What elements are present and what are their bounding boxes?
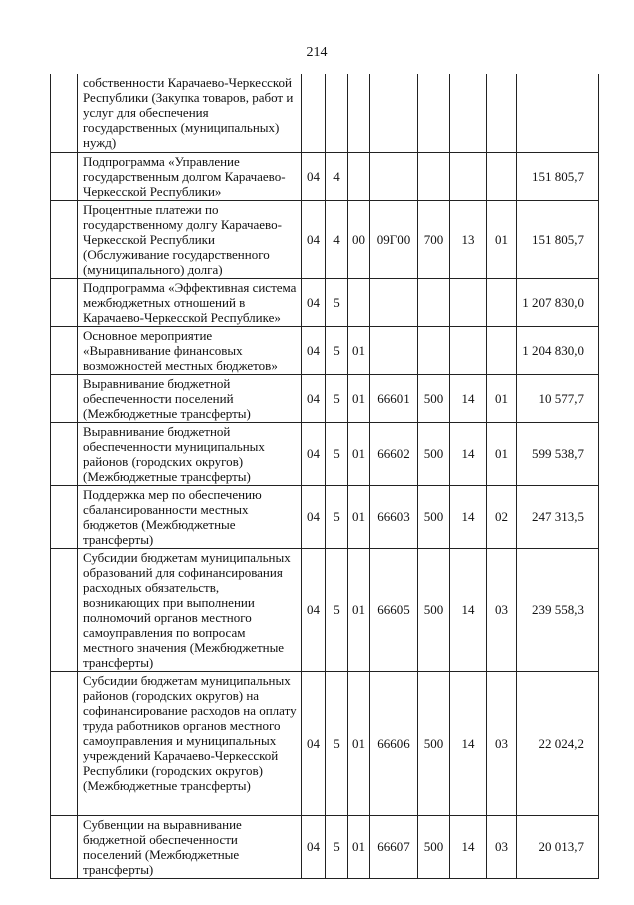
direction-code-cell [370,152,418,200]
table-row [51,671,599,815]
row-blank-cell [51,422,78,485]
row-blank-cell [51,548,78,671]
subsection-cell [487,74,517,152]
main-activity-code-cell: 01 [348,671,370,815]
subprogram-code-cell: 5 [326,671,348,815]
subsection-cell: 03 [487,671,517,815]
row-blank-cell [51,374,78,422]
subsection-cell: 01 [487,422,517,485]
subsection-cell: 01 [487,200,517,278]
expense-type-cell: 500 [418,548,450,671]
row-blank-cell [51,74,78,152]
subprogram-code-cell: 5 [326,326,348,374]
expense-type-cell: 500 [418,374,450,422]
amount-cell: 151 805,7 [517,152,599,200]
table-row [51,278,599,326]
row-blank-cell [51,200,78,278]
expense-type-cell [418,74,450,152]
table-body [51,74,599,878]
amount-cell: 151 805,7 [517,200,599,278]
amount-cell: 1 207 830,0 [517,278,599,326]
row-name-cell: Поддержка мер по обеспечению сбалансированности местных бюджетов (Межбюджетные трансферты) [78,485,302,548]
table-row [51,326,599,374]
program-code-cell: 04 [302,548,326,671]
direction-code-cell: 09Г00 [370,200,418,278]
program-code-cell [302,74,326,152]
row-blank-cell [51,326,78,374]
expense-type-cell: 500 [418,422,450,485]
main-activity-code-cell: 01 [348,422,370,485]
amount-cell: 1 204 830,0 [517,326,599,374]
amount-cell: 247 313,5 [517,485,599,548]
program-code-cell: 04 [302,200,326,278]
subsection-cell: 03 [487,548,517,671]
section-cell [450,278,487,326]
row-name-cell: Основное мероприятие «Выравнивание финансовых возможностей местных бюджетов» [78,326,302,374]
program-code-cell: 04 [302,485,326,548]
direction-code-cell: 66603 [370,485,418,548]
table-row [51,422,599,485]
section-cell: 14 [450,374,487,422]
direction-code-cell: 66607 [370,815,418,878]
expense-type-cell: 500 [418,671,450,815]
subprogram-code-cell: 5 [326,374,348,422]
budget-table [50,74,599,879]
subprogram-code-cell: 5 [326,548,348,671]
table-row [51,74,599,152]
expense-type-cell: 700 [418,200,450,278]
row-name-cell: Подпрограмма «Эффективная система межбюджетных отношений в Карачаево-Черкесской Республике» [78,278,302,326]
section-cell: 14 [450,422,487,485]
row-name-cell: Субвенции на выравнивание бюджетной обеспеченности поселений (Межбюджетные трансферты) [78,815,302,878]
subsection-cell [487,326,517,374]
section-cell: 14 [450,485,487,548]
main-activity-code-cell: 01 [348,548,370,671]
direction-code-cell [370,74,418,152]
direction-code-cell [370,278,418,326]
main-activity-code-cell: 00 [348,200,370,278]
subprogram-code-cell [326,74,348,152]
main-activity-code-cell: 01 [348,485,370,548]
subprogram-code-cell: 5 [326,485,348,548]
row-name-cell: Выравнивание бюджетной обеспеченности поселений (Межбюджетные трансферты) [78,374,302,422]
subprogram-code-cell: 5 [326,278,348,326]
subprogram-code-cell: 5 [326,815,348,878]
expense-type-cell [418,326,450,374]
row-blank-cell [51,671,78,815]
amount-cell [517,74,599,152]
direction-code-cell [370,326,418,374]
table-row [51,200,599,278]
expense-type-cell [418,152,450,200]
direction-code-cell: 66601 [370,374,418,422]
direction-code-cell: 66602 [370,422,418,485]
program-code-cell: 04 [302,815,326,878]
main-activity-code-cell: 01 [348,374,370,422]
table-row [51,152,599,200]
subsection-cell: 02 [487,485,517,548]
row-blank-cell [51,485,78,548]
program-code-cell: 04 [302,422,326,485]
section-cell: 13 [450,200,487,278]
row-name-cell: собственности Карачаево-Черкесской Республики (Закупка товаров, работ и услуг для обеспечения государственных (муниципальных) нужд) [78,74,302,152]
subsection-cell [487,278,517,326]
subprogram-code-cell: 4 [326,200,348,278]
row-blank-cell [51,278,78,326]
program-code-cell: 04 [302,374,326,422]
row-name-cell: Выравнивание бюджетной обеспеченности муниципальных районов (городских округов) (Межбюджетные трансферты) [78,422,302,485]
expense-type-cell: 500 [418,485,450,548]
program-code-cell: 04 [302,326,326,374]
row-name-cell: Подпрограмма «Управление государственным долгом Карачаево-Черкесской Республики» [78,152,302,200]
amount-cell: 22 024,2 [517,671,599,815]
table-row [51,374,599,422]
table-row [51,548,599,671]
section-cell [450,326,487,374]
main-activity-code-cell [348,278,370,326]
section-cell [450,74,487,152]
amount-cell: 599 538,7 [517,422,599,485]
row-name-cell: Процентные платежи по государственному долгу Карачаево-Черкесской Республики (Обслуживание государственного (муниципального) долга) [78,200,302,278]
main-activity-code-cell: 01 [348,815,370,878]
subsection-cell [487,152,517,200]
main-activity-code-cell [348,152,370,200]
amount-cell: 10 577,7 [517,374,599,422]
table-row [51,815,599,878]
section-cell [450,152,487,200]
table-row [51,485,599,548]
amount-cell: 239 558,3 [517,548,599,671]
section-cell: 14 [450,815,487,878]
program-code-cell: 04 [302,278,326,326]
program-code-cell: 04 [302,152,326,200]
row-name-cell: Субсидии бюджетам муниципальных районов (городских округов) на софинансирование расходов на оплату труда работников органов местного самоуправления и муниципальных учреждений Карачаево-Черкесской Республики (городских округов) (Межбюджетные трансферты) [78,671,302,815]
row-blank-cell [51,815,78,878]
main-activity-code-cell: 01 [348,326,370,374]
direction-code-cell: 66606 [370,671,418,815]
page-number: 214 [306,45,328,60]
row-blank-cell [51,152,78,200]
expense-type-cell [418,278,450,326]
main-activity-code-cell [348,74,370,152]
amount-cell: 20 013,7 [517,815,599,878]
row-name-cell: Субсидии бюджетам муниципальных образований для софинансирования расходных обязательств, возникающих при выполнении полномочий органов местного самоуправления по вопросам местного значения (Межбюджетные трансферты) [78,548,302,671]
expense-type-cell: 500 [418,815,450,878]
subprogram-code-cell: 4 [326,152,348,200]
program-code-cell: 04 [302,671,326,815]
subsection-cell: 01 [487,374,517,422]
section-cell: 14 [450,671,487,815]
section-cell: 14 [450,548,487,671]
direction-code-cell: 66605 [370,548,418,671]
subsection-cell: 03 [487,815,517,878]
subprogram-code-cell: 5 [326,422,348,485]
